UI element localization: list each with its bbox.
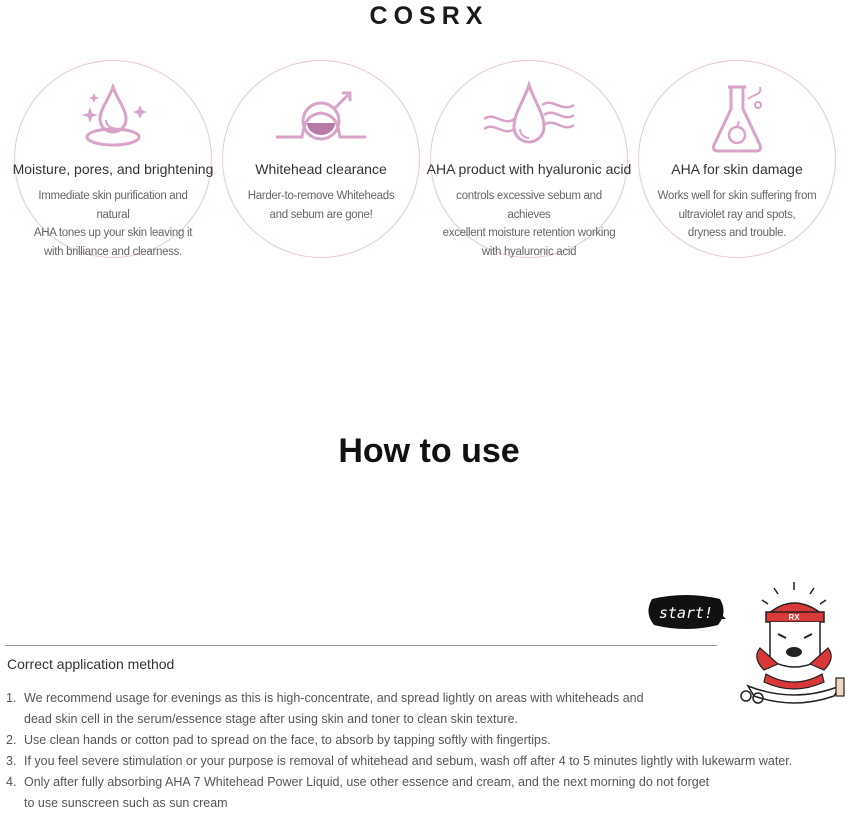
feature-description: Works well for skin suffering from ultraviolet ray and spots, dryness and trouble. bbox=[657, 190, 817, 239]
svg-text:RX: RX bbox=[788, 613, 800, 622]
start-text: start! bbox=[658, 604, 714, 622]
feature-card bbox=[426, 60, 632, 258]
flask-apple-icon bbox=[692, 79, 782, 159]
start-speech-bubble bbox=[646, 593, 726, 631]
feature-card bbox=[638, 60, 836, 258]
list-item: 1. We recommend usage for evenings as this is high-concentrate, and spread lightly on areas with whiteheads and dead skin cell in the serum/essence stage after using skin and toner to clean skin texture. bbox=[6, 691, 644, 726]
feature-description: Harder-to-remove Whiteheads and sebum are gone! bbox=[247, 190, 395, 221]
list-item: 4. Only after fully absorbing AHA 7 Whitehead Power Liquid, use other essence and cream, and the next morning do not forget to use sunscreen such as sun cream bbox=[6, 775, 710, 810]
feature-title: AHA for skin damage bbox=[671, 161, 803, 177]
droplet-sparkle-icon bbox=[68, 79, 158, 159]
feature-title: Whitehead clearance bbox=[255, 161, 387, 177]
list-item: 2. Use clean hands or cotton pad to spread on the face, to absorb by tapping softly with fingertips. bbox=[6, 733, 551, 747]
droplet-wave-icon bbox=[484, 79, 574, 159]
section-divider bbox=[5, 645, 717, 646]
how-to-use-heading: How to use bbox=[338, 432, 520, 470]
whitehead-pop-icon bbox=[276, 79, 366, 159]
feature-description: controls excessive sebum and achieves excellent moisture retention working with hyaluronic acid bbox=[442, 190, 616, 258]
feature-title: AHA product with hyaluronic acid bbox=[426, 161, 632, 177]
list-item: 3. If you feel severe stimulation or your purpose is removal of whitehead and sebum, wash off after 4 to 5 minutes lightly with lukewarm water. bbox=[6, 754, 793, 768]
feature-card bbox=[222, 60, 420, 258]
instructions-list bbox=[6, 688, 858, 814]
feature-title: Moisture, pores, and brightening bbox=[12, 161, 214, 177]
section-title: Correct application method bbox=[7, 656, 175, 672]
brand-logo: COSRX bbox=[369, 2, 489, 30]
feature-description: Immediate skin purification and natural AHA tones up your skin leaving it with brilliance and clearness. bbox=[33, 190, 193, 258]
feature-card bbox=[14, 60, 212, 258]
